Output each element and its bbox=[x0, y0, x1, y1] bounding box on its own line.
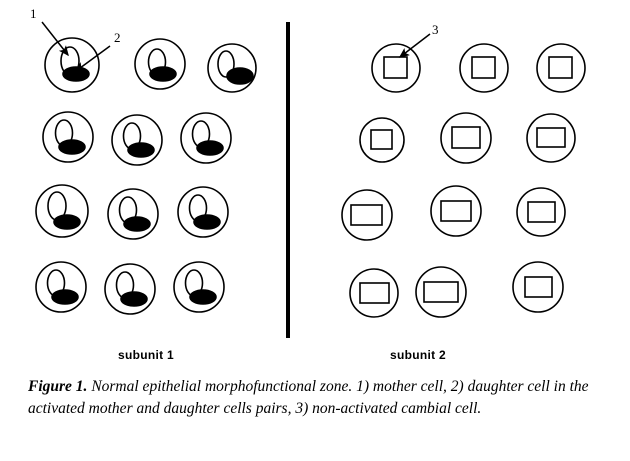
cell-cambial-r2c2 bbox=[441, 113, 491, 163]
subunit1-cell-group bbox=[36, 38, 256, 314]
figure-caption bbox=[28, 376, 606, 420]
cell-cambial-r1c3 bbox=[537, 44, 585, 92]
cell-cambial-r3c2 bbox=[431, 186, 481, 236]
arrow-2 bbox=[76, 46, 110, 71]
cell-pair-r3c1 bbox=[36, 185, 88, 237]
cell-pair-r4c1 bbox=[36, 262, 86, 312]
cell-cambial-r1c2 bbox=[460, 44, 508, 92]
annotation-label-1: 1 bbox=[30, 6, 37, 21]
cell-cambial-r3c1 bbox=[342, 190, 392, 240]
cell-cambial-r1c1 bbox=[372, 44, 420, 92]
subunit2-label: subunit 2 bbox=[390, 348, 447, 362]
cell-cambial-r4c2 bbox=[416, 267, 466, 317]
cell-pair-r1c3 bbox=[208, 44, 256, 92]
cell-pair-r4c2 bbox=[105, 264, 155, 314]
cell-pair-r2c2 bbox=[112, 115, 162, 165]
cell-cambial-r4c3 bbox=[513, 262, 563, 312]
annotation-label-2: 2 bbox=[114, 30, 121, 45]
annotation-label-3: 3 bbox=[432, 22, 439, 37]
subunit2-cell-group bbox=[342, 44, 585, 317]
cell-pair-r1c1 bbox=[45, 38, 99, 92]
cell-pair-r2c1 bbox=[43, 112, 93, 162]
cell-pair-r3c2 bbox=[108, 189, 158, 239]
cell-cambial-r4c1 bbox=[350, 269, 398, 317]
cell-cambial-r2c1 bbox=[360, 118, 404, 162]
cell-pair-r3c3 bbox=[178, 187, 228, 237]
cell-cambial-r2c3 bbox=[527, 114, 575, 162]
cell-pair-r2c3 bbox=[181, 113, 231, 163]
cell-cambial-r3c3 bbox=[517, 188, 565, 236]
cell-pair-r4c3 bbox=[174, 262, 224, 312]
figure-caption-text: Normal epithelial morphofunctional zone. 1) mother cell, 2) daughter cell in the activated mother and daughter cells pairs, 3) non-activated cambial cell. bbox=[28, 378, 589, 417]
cell-pair-r1c2 bbox=[135, 39, 185, 89]
subunit1-label: subunit 1 bbox=[118, 348, 175, 362]
figure-number: Figure 1. bbox=[28, 378, 88, 395]
